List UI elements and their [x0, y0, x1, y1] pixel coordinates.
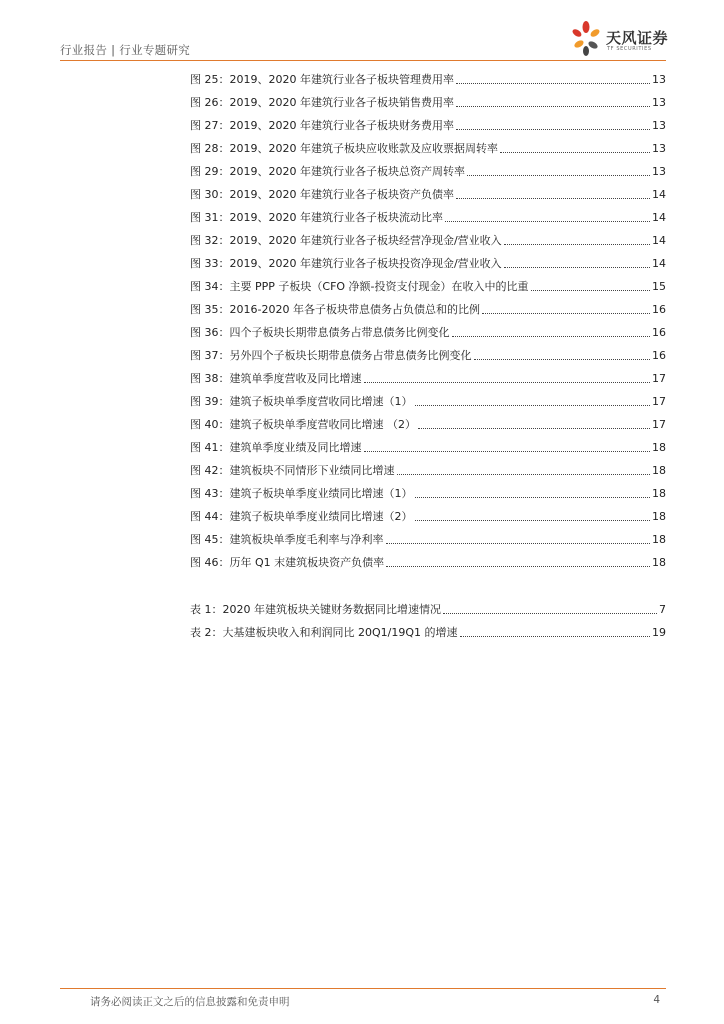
toc-dot-leader	[415, 405, 651, 406]
toc-dot-leader	[364, 451, 651, 452]
toc-entry[interactable]	[190, 617, 666, 640]
toc-entry-page: 19	[652, 626, 666, 639]
toc-entry-page: 17	[652, 372, 666, 385]
toc-dot-leader	[415, 497, 651, 498]
toc-dot-leader	[504, 267, 650, 268]
toc-entry-label: 图 33：2019、2020 年建筑行业各子板块投资净现金/营业收入	[190, 257, 502, 270]
footer-divider	[60, 988, 666, 989]
toc-dot-leader	[456, 129, 650, 130]
toc-entry[interactable]	[190, 409, 666, 432]
toc-entry[interactable]	[190, 363, 666, 386]
toc-entry-label: 图 44：建筑子板块单季度业绩同比增速（2）	[190, 510, 413, 523]
toc-entry-page: 13	[652, 73, 666, 86]
toc-entry-page: 18	[652, 441, 666, 454]
toc-entry-page: 15	[652, 280, 666, 293]
toc-entry-page: 16	[652, 303, 666, 316]
toc-entry[interactable]	[190, 133, 666, 156]
toc-entry-label: 图 28：2019、2020 年建筑子板块应收账款及应收票据周转率	[190, 142, 498, 155]
toc-entry[interactable]	[190, 202, 666, 225]
toc-dot-leader	[467, 175, 650, 176]
toc-dot-leader	[418, 428, 650, 429]
toc-entry-page: 14	[652, 211, 666, 224]
toc-entry-label: 图 35：2016-2020 年各子板块带息债务占负债总和的比例	[190, 303, 480, 316]
toc-entry-label: 表 2：大基建板块收入和利润同比 20Q1/19Q1 的增速	[190, 626, 458, 639]
toc-dot-leader	[482, 313, 650, 314]
toc-entry-page: 14	[652, 234, 666, 247]
toc-entry-page: 13	[652, 96, 666, 109]
toc-entry-page: 18	[652, 510, 666, 523]
toc-entry-page: 16	[652, 349, 666, 362]
toc-dot-leader	[456, 106, 650, 107]
toc-entry-page: 17	[652, 395, 666, 408]
toc-entry[interactable]	[190, 225, 666, 248]
toc-entry-label: 表 1：2020 年建筑板块关键财务数据同比增速情况	[190, 603, 441, 616]
toc-entry-page: 13	[652, 165, 666, 178]
toc-entry[interactable]	[190, 524, 666, 547]
toc-entry-label: 图 41：建筑单季度业绩及同比增速	[190, 441, 362, 454]
toc-entry[interactable]	[190, 248, 666, 271]
header-divider	[60, 60, 666, 61]
table-of-contents	[190, 64, 666, 640]
toc-dot-leader	[504, 244, 650, 245]
toc-entry-page: 18	[652, 556, 666, 569]
toc-entry[interactable]	[190, 386, 666, 409]
toc-entry-label: 图 39：建筑子板块单季度营收同比增速（1）	[190, 395, 413, 408]
toc-entry[interactable]	[190, 87, 666, 110]
toc-entry[interactable]	[190, 340, 666, 363]
toc-entry-label: 图 38：建筑单季度营收及同比增速	[190, 372, 362, 385]
toc-entry-label: 图 26：2019、2020 年建筑行业各子板块销售费用率	[190, 96, 454, 109]
toc-entry[interactable]	[190, 179, 666, 202]
toc-entry[interactable]	[190, 156, 666, 179]
toc-dot-leader	[386, 543, 651, 544]
page-footer	[60, 988, 666, 1018]
toc-entry[interactable]	[190, 478, 666, 501]
toc-entry[interactable]	[190, 432, 666, 455]
toc-entry-label: 图 34：主要 PPP 子板块（CFO 净额-投资支付现金）在收入中的比重	[190, 280, 529, 293]
toc-entry[interactable]	[190, 501, 666, 524]
toc-entry[interactable]	[190, 110, 666, 133]
toc-entry-page: 7	[659, 603, 666, 616]
toc-entry[interactable]	[190, 294, 666, 317]
toc-entry[interactable]	[190, 64, 666, 87]
toc-entry-page: 13	[652, 119, 666, 132]
toc-entry[interactable]	[190, 271, 666, 294]
toc-dot-leader	[397, 474, 651, 475]
page-header	[60, 18, 669, 66]
table-list	[190, 594, 666, 640]
logo-petals-icon	[568, 18, 604, 58]
toc-entry-label: 图 30：2019、2020 年建筑行业各子板块资产负债率	[190, 188, 454, 201]
toc-dot-leader	[531, 290, 650, 291]
toc-entry[interactable]	[190, 547, 666, 570]
toc-entry-label: 图 43：建筑子板块单季度业绩同比增速（1）	[190, 487, 413, 500]
toc-entry-label: 图 29：2019、2020 年建筑行业各子板块总资产周转率	[190, 165, 465, 178]
toc-dot-leader	[456, 83, 650, 84]
toc-dot-leader	[415, 520, 651, 521]
toc-dot-leader	[460, 636, 650, 637]
toc-dot-leader	[386, 566, 650, 567]
toc-entry[interactable]	[190, 455, 666, 478]
toc-entry-page: 14	[652, 257, 666, 270]
toc-dot-leader	[500, 152, 650, 153]
toc-entry-label: 图 46：历年 Q1 末建筑板块资产负债率	[190, 556, 385, 569]
figure-list	[190, 64, 666, 570]
toc-dot-leader	[452, 336, 651, 337]
toc-entry-page: 18	[652, 487, 666, 500]
logo-chinese-name: 天风证券	[606, 29, 669, 47]
toc-entry-label: 图 37：另外四个子板块长期带息债务占带息债务比例变化	[190, 349, 472, 362]
toc-entry-label: 图 36：四个子板块长期带息债务占带息债务比例变化	[190, 326, 450, 339]
toc-entry[interactable]	[190, 594, 666, 617]
list-separator	[190, 570, 666, 594]
toc-entry-label: 图 45：建筑板块单季度毛利率与净利率	[190, 533, 384, 546]
toc-dot-leader	[445, 221, 650, 222]
toc-entry-page: 18	[652, 533, 666, 546]
toc-entry-label: 图 27：2019、2020 年建筑行业各子板块财务费用率	[190, 119, 454, 132]
toc-entry-label: 图 31：2019、2020 年建筑行业各子板块流动比率	[190, 211, 443, 224]
page-number: 4	[653, 994, 660, 1006]
footer-disclaimer: 请务必阅读正文之后的信息披露和免责申明	[90, 996, 290, 1008]
toc-dot-leader	[456, 198, 650, 199]
toc-entry-label: 图 25：2019、2020 年建筑行业各子板块管理费用率	[190, 73, 454, 86]
toc-dot-leader	[474, 359, 651, 360]
logo-english-name: TF SECURITIES	[607, 46, 652, 52]
toc-entry-label: 图 32：2019、2020 年建筑行业各子板块经营净现金/营业收入	[190, 234, 502, 247]
toc-entry-page: 17	[652, 418, 666, 431]
header-title: 行业报告 | 行业专题研究	[60, 43, 191, 57]
toc-dot-leader	[443, 613, 657, 614]
toc-entry-page: 18	[652, 464, 666, 477]
toc-entry-label: 图 40：建筑子板块单季度营收同比增速 （2）	[190, 418, 416, 431]
toc-entry-page: 14	[652, 188, 666, 201]
toc-dot-leader	[364, 382, 651, 383]
toc-entry-page: 13	[652, 142, 666, 155]
toc-entry-label: 图 42：建筑板块不同情形下业绩同比增速	[190, 464, 395, 477]
toc-entry-page: 16	[652, 326, 666, 339]
toc-entry[interactable]	[190, 317, 666, 340]
company-logo	[568, 18, 668, 58]
